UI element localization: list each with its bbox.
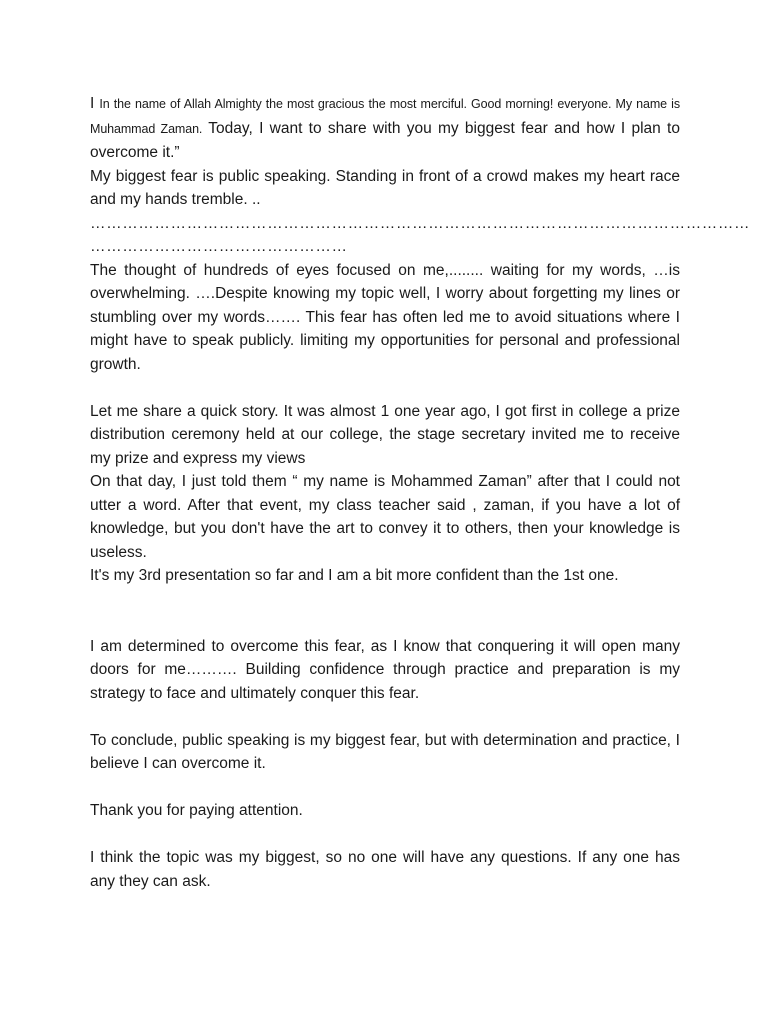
story-paragraph: Let me share a quick story. It was almost 1 one year ago, I got first in college a prize distribution ceremony held at our college, the stage secretary invited me to receive my prize and express my views [90,402,680,467]
spacer [90,588,680,635]
spacer [90,776,680,800]
event-paragraph: On that day, I just told them “ my name is Mohammed Zaman” after that I could not utter a word. After that event, my class teacher said , zaman, if you have a lot of knowledge, but you don't have the art to convey it to others, then your knowledge is useless. [90,473,680,561]
dotted-line-1: …………………………………………………………………………………………………………… [90,214,751,232]
fear-paragraph: My biggest fear is public speaking. Standing in front of a crowd makes my heart race and my hands tremble. .. [90,167,680,208]
thought-paragraph: The thought of hundreds of eyes focused on me,........ waiting for my words, …is overwhelming. ….Despite knowing my topic well, I worry about forgetting my lines or stumbling over my words……. This fear has often led me to avoid situations where I might have to speak publicly. limiting my opportunities for personal and professional growth. [90,261,680,373]
intro-paragraph [90,92,680,165]
intro-rest: Today, I want to share with you my biggest fear and how I plan to overcome it.” [90,119,680,161]
thanks-paragraph: Thank you for paying attention. [90,802,303,819]
conclusion-paragraph: To conclude, public speaking is my biggest fear, but with determination and practice, I believe I can overcome it. [90,731,680,772]
spacer [90,823,680,847]
spacer [90,705,680,729]
presentation-paragraph: It's my 3rd presentation so far and I am a bit more confident than the 1st one. [90,567,619,584]
intro-greeting: In the name of Allah Almighty the most gracious the most merciful. Good morning! everyone. My name is Muhammad Zaman. [90,97,680,136]
spacer [90,376,680,400]
determination-paragraph: I am determined to overcome this fear, as I know that conquering it will open many doors for me………. Building confidence through practice and preparation is my strategy to face and ultimately conquer this fear. [90,637,680,702]
questions-paragraph: I think the topic was my biggest, so no one will have any questions. If any one has any they can ask. [90,849,680,890]
speech-text [90,92,751,893]
intro-lead: I [90,95,100,112]
dotted-line-2: ………………………………………… [90,238,348,255]
